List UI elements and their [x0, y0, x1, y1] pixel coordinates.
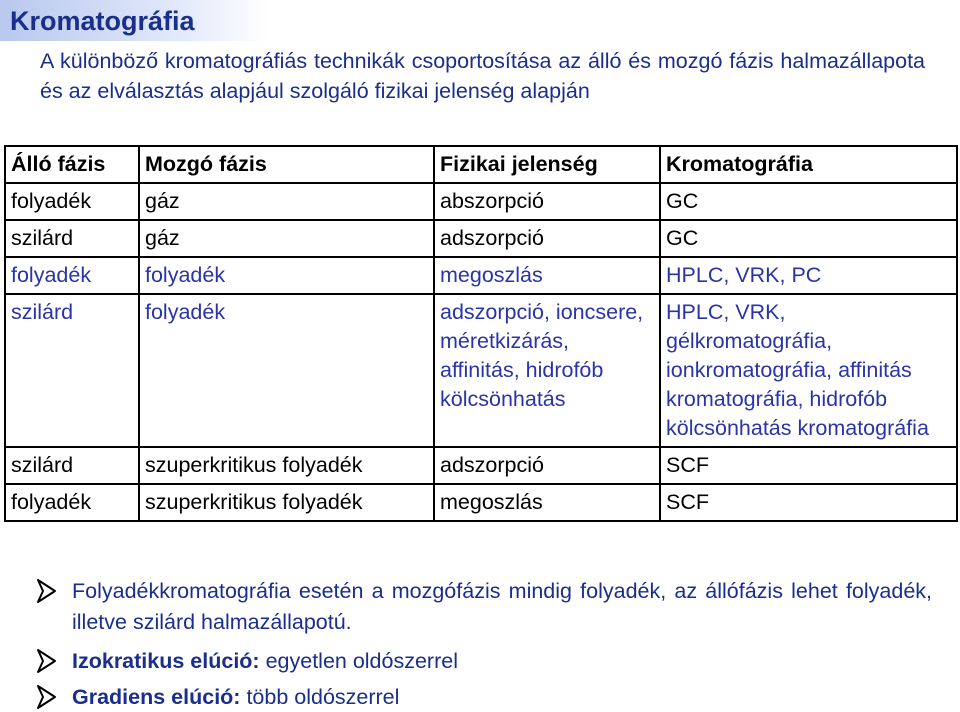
- bullet-term: Gradiens elúció:: [72, 685, 241, 709]
- table-cell: HPLC, VRK, gélkromatográfia, ionkromatográfia, affinitás kromatográfia, hidrofób kölcsönhatás kromatográfia: [660, 294, 957, 447]
- table-cell: folyadék: [139, 257, 434, 294]
- header-cell: Mozgó fázis: [139, 146, 434, 183]
- table-row: [5, 183, 957, 220]
- arrow-bullet-icon: [36, 684, 58, 710]
- bullet-text: több oldószerrel: [240, 685, 400, 709]
- list-item: [36, 646, 932, 676]
- table-cell: SCF: [660, 447, 957, 484]
- table-cell: adszorpció: [434, 447, 660, 484]
- table-cell: szuperkritikus folyadék: [139, 484, 434, 521]
- table-cell: szuperkritikus folyadék: [139, 447, 434, 484]
- table-cell: folyadék: [139, 294, 434, 447]
- page-title: Kromatográfia: [10, 6, 195, 36]
- table-row: [5, 257, 957, 294]
- table-cell: szilárd: [5, 447, 139, 484]
- chromatography-table: [4, 145, 958, 522]
- bullet-list: [36, 576, 932, 712]
- table-row: [5, 484, 957, 521]
- table-cell: SCF: [660, 484, 957, 521]
- table-cell: GC: [660, 220, 957, 257]
- table-cell: GC: [660, 183, 957, 220]
- table-cell: folyadék: [5, 183, 139, 220]
- header-cell: Kromatográfia: [660, 146, 957, 183]
- table-header-row: [5, 146, 957, 183]
- table-cell: megoszlás: [434, 257, 660, 294]
- table-cell: folyadék: [5, 484, 139, 521]
- arrow-bullet-icon: [36, 578, 58, 604]
- bullet-term: Izokratikus elúció:: [72, 649, 260, 673]
- bullet-text: Folyadékkromatográfia esetén a mozgófázis mindig folyadék, az állófázis lehet folyadék, illetve szilárd halmazállapotú.: [72, 579, 932, 634]
- bullet-text: egyetlen oldószerrel: [259, 649, 458, 673]
- table-cell: szilárd: [5, 294, 139, 447]
- table-cell: adszorpció, ioncsere, méretkizárás, affinitás, hidrofób kölcsönhatás: [434, 294, 660, 447]
- table-cell: abszorpció: [434, 183, 660, 220]
- table-cell: gáz: [139, 220, 434, 257]
- table-row: [5, 294, 957, 447]
- table-cell: adszorpció: [434, 220, 660, 257]
- list-item: [36, 576, 932, 638]
- header-cell: Álló fázis: [5, 146, 139, 183]
- arrow-bullet-icon: [36, 648, 58, 674]
- table-row: [5, 220, 957, 257]
- table-cell: szilárd: [5, 220, 139, 257]
- list-item: [36, 682, 932, 712]
- table-cell: gáz: [139, 183, 434, 220]
- table-cell: HPLC, VRK, PC: [660, 257, 957, 294]
- intro-text: A különböző kromatográfiás technikák csoportosítása az álló és mozgó fázis halmazállapota és az elválasztás alapjául szolgáló fizikai jelenség alapján: [40, 49, 925, 103]
- table-row: [5, 447, 957, 484]
- table-cell: megoszlás: [434, 484, 660, 521]
- table-cell: folyadék: [5, 257, 139, 294]
- header-cell: Fizikai jelenség: [434, 146, 660, 183]
